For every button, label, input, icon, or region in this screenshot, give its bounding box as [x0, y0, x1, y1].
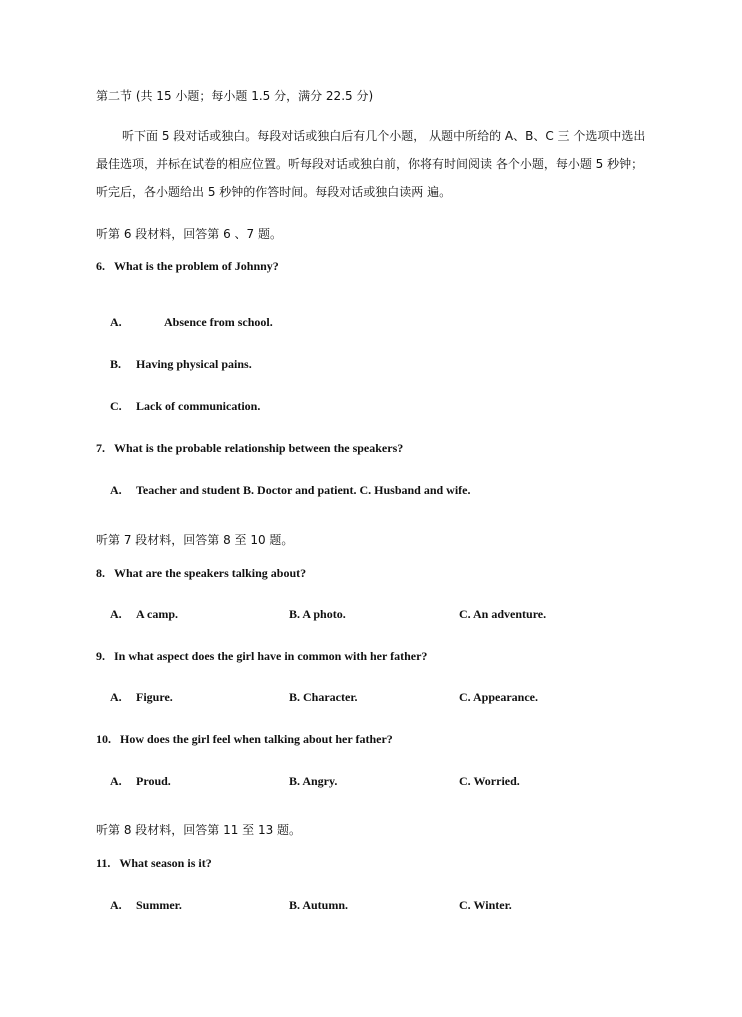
option-letter-c: C. — [110, 399, 122, 413]
option-c: C. Appearance. — [459, 690, 538, 704]
question-number: 8. — [96, 566, 105, 580]
question-6 — [96, 258, 279, 274]
question-text: What are the speakers talking about? — [114, 566, 307, 580]
option-text-a: Summer. — [136, 898, 182, 912]
option-text-combined: Teacher and student B. Doctor and patient. C. Husband and wife. — [136, 483, 471, 497]
option-letter-a: A. — [110, 483, 122, 497]
option-b: B. Character. — [289, 690, 358, 704]
question-text: What is the probable relationship between the speakers? — [114, 441, 404, 455]
option-c: C. Worried. — [459, 774, 520, 788]
option-text-c: Lack of communication. — [136, 399, 261, 413]
option-text-b: Having physical pains. — [136, 357, 252, 371]
option-text-a: Figure. — [136, 690, 173, 704]
question-number: 11. — [96, 856, 111, 870]
instructions-paragraph: 听下面 5 段对话或独白。每段对话或独白后有几个小题， 从题中所给的 A、B、C 三 个选项中选出最佳选项，并标在试卷的相应位置。听每段对话或独白前，你将有时间阅读 各个小题，每小题 5 秒钟；听完后，各小题给出 5 秒钟的作答时间。每段对话或独白读两 遍。 — [96, 129, 646, 199]
question-text: What season is it? — [119, 856, 212, 870]
question-7 — [96, 440, 403, 456]
question-8 — [96, 565, 306, 581]
option-c: C. An adventure. — [459, 607, 547, 621]
option-b: B. Autumn. — [289, 898, 349, 912]
option-b: B. Angry. — [289, 774, 338, 788]
option-text-a: Absence from school. — [164, 315, 273, 329]
section-header: 第二节 (共 15 小题；每小题 1.5 分，满分 22.5 分) — [96, 89, 374, 103]
option-c: C. Winter. — [459, 898, 512, 912]
option-letter-a: A. — [110, 315, 122, 329]
question-9 — [96, 648, 427, 664]
group-label-6-7: 听第 6 段材料，回答第 6 、7 题。 — [96, 227, 282, 241]
question-number: 6. — [96, 259, 105, 273]
option-letter-a: A. — [110, 774, 122, 788]
question-text: In what aspect does the girl have in common with her father? — [114, 649, 428, 663]
question-11 — [96, 855, 212, 871]
group-label-8-10: 听第 7 段材料，回答第 8 至 10 题。 — [96, 533, 294, 547]
group-label-11-13: 听第 8 段材料，回答第 11 至 13 题。 — [96, 823, 302, 837]
question-number: 10. — [96, 732, 111, 746]
option-letter-b: B. — [110, 357, 122, 371]
option-text-a: A camp. — [136, 607, 178, 621]
question-10 — [96, 731, 393, 747]
question-number: 7. — [96, 441, 105, 455]
question-number: 9. — [96, 649, 105, 663]
option-letter-a: A. — [110, 898, 122, 912]
question-text: What is the problem of Johnny? — [114, 259, 279, 273]
option-letter-a: A. — [110, 690, 122, 704]
option-b: B. A photo. — [289, 607, 346, 621]
question-text: How does the girl feel when talking about her father? — [120, 732, 393, 746]
option-text-a: Proud. — [136, 774, 171, 788]
option-letter-a: A. — [110, 607, 122, 621]
